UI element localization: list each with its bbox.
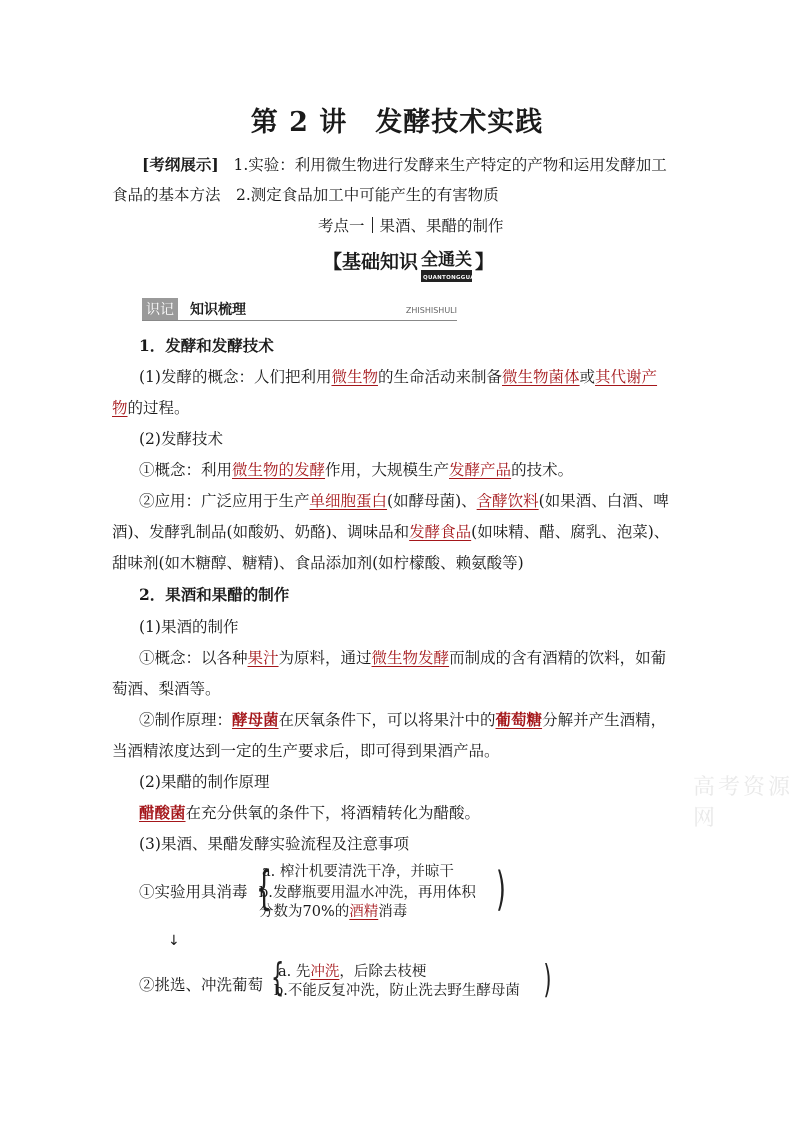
basic-knowledge-badge [323, 247, 494, 285]
para-2: (2)发酵技术 [139, 430, 223, 448]
section-pinyin: ZHISHISHULI [405, 306, 457, 315]
step2-right-brace: ) [543, 957, 552, 1001]
p8-e: 而制成的含有酒精的饮料，如葡 [449, 649, 667, 667]
p3-e: 的技术。 [511, 461, 574, 479]
flow-arrow: ↓ [168, 933, 180, 949]
section-tag: 识记 [142, 298, 178, 320]
p4-b: 单细胞蛋白 [309, 492, 388, 510]
step1-b2b: 酒精 [349, 904, 379, 920]
p5-a: 酒)、发酵乳制品(如酸奶、奶酪)、调味品和 [112, 523, 410, 541]
heading-1: 1．发酵和发酵技术 [139, 336, 274, 355]
p4-a: ②应用：广泛应用于生产 [139, 492, 310, 510]
p3-a: ①概念：利用 [139, 461, 233, 479]
p10-b: 酵母菌 [232, 710, 279, 729]
section-label: 知识梳理 [190, 302, 246, 318]
step1-b2a: 分数为70%的 [259, 904, 350, 920]
p10-a: ②制作原理： [139, 711, 233, 729]
para-3 [139, 460, 573, 480]
para-6: 甜味剂(如木糖醇、糖精)、食品添加剂(如柠檬酸、赖氨酸等) [112, 554, 524, 572]
p10-c: 在厌氧条件下，可以将果汁中的 [278, 711, 496, 729]
p1-h: 的过程。 [127, 399, 190, 417]
p13-b: 醋酸菌 [139, 803, 186, 822]
para-7: (1)果酒的制作 [139, 618, 239, 636]
p3-b: 微生物的发酵 [232, 461, 326, 479]
p1-f: 其代谢产 [595, 368, 658, 386]
p13-c: 在充分供氧的条件下，将酒精转化为醋酸。 [185, 804, 481, 822]
step1-a: a. 榨汁机要清洗干净，并晾干 [262, 864, 454, 880]
para-8 [139, 648, 666, 668]
p10-e: 分解并产生酒精， [542, 711, 667, 729]
step2-a3: ，后除去枝梗 [339, 964, 427, 980]
syllabus-label: [考纲展示] [142, 155, 219, 174]
step2-a1: a. 先 [278, 964, 311, 980]
para-14: (3)果酒、果醋发酵实验流程及注意事项 [139, 835, 409, 853]
step1-left-brace: { [256, 861, 273, 915]
para-5 [112, 522, 669, 542]
p1-c: 的生命活动来制备 [377, 368, 502, 386]
p4-d: 含酵饮料 [476, 492, 539, 510]
step1-b2c: 消毒 [378, 904, 408, 920]
heading-2: 2．果酒和果醋的制作 [139, 585, 290, 604]
section-header [142, 298, 457, 321]
step1-right-brace: ) [496, 862, 506, 916]
badge-left: 【基础知识 [323, 251, 419, 273]
p5-c: (如味精、醋、腐乳、泡菜)、 [471, 523, 670, 541]
p4-c: (如酵母菌)、 [387, 492, 477, 510]
p8-b: 果汁 [247, 649, 279, 667]
para-10 [139, 710, 666, 730]
p10-d: 葡萄糖 [495, 710, 543, 729]
p5-b: 发酵食品 [409, 523, 472, 541]
p1-a: (1)发酵的概念：人们把利用 [139, 368, 332, 386]
p8-d: 微生物发酵 [371, 649, 450, 667]
para-1 [139, 367, 657, 387]
badge-right: 】 [475, 251, 495, 273]
p1-e: 或 [579, 368, 596, 386]
watermark: 高考资源网 [693, 775, 794, 831]
badge-stamp-text: 全通关 [421, 250, 473, 270]
step2-a [278, 962, 426, 982]
para-4 [139, 491, 669, 511]
para-13 [139, 803, 480, 823]
step1-b2 [259, 902, 407, 922]
syllabus-text-1: 1.实验：利用微生物进行发酵来生产特定的产物和运用发酵加工 [233, 156, 667, 174]
para-11: 当酒精浓度达到一定的生产要求后，即可得到果酒产品。 [112, 742, 500, 760]
topic-title: 果酒、果醋的制作 [379, 217, 504, 235]
step2-b: b.不能反复冲洗，防止洗去野生酵母菌 [274, 983, 520, 999]
para-12: (2)果醋的制作原理 [139, 773, 270, 791]
p4-e: (如果酒、白酒、啤 [538, 492, 669, 510]
badge-stamp [421, 245, 480, 282]
p1-d: 微生物菌体 [502, 368, 580, 386]
topic-prefix: 考点一 [318, 217, 365, 235]
p8-c: 为原料，通过 [278, 649, 372, 667]
step2-left-brace: { [271, 955, 285, 999]
step2-a2: 冲洗 [310, 964, 340, 980]
para-1-cont [112, 398, 190, 418]
step2-label: ②挑选、冲洗葡萄 [139, 976, 264, 994]
syllabus-line-2: 食品的基本方法 2.测定食品加工中可能产生的有害物质 [112, 186, 499, 204]
badge-stamp-sub: QUANTONGGUAN [423, 275, 480, 281]
step1-label: ①实验用具消毒 [139, 883, 248, 901]
page-title: 第 2 讲 发酵技术实践 [250, 107, 544, 138]
p3-c: 作用，大规模生产 [325, 461, 450, 479]
p8-a: ①概念：以各种 [139, 649, 248, 667]
syllabus-line-1 [142, 155, 667, 175]
step1-b1: b.发酵瓶要用温水冲洗，再用体积 [259, 885, 476, 901]
topic-heading [318, 216, 504, 236]
para-9: 萄酒、梨酒等。 [112, 680, 221, 698]
p1-b: 微生物 [331, 368, 378, 386]
p3-d: 发酵产品 [449, 461, 512, 479]
p1-g: 物 [112, 399, 128, 417]
